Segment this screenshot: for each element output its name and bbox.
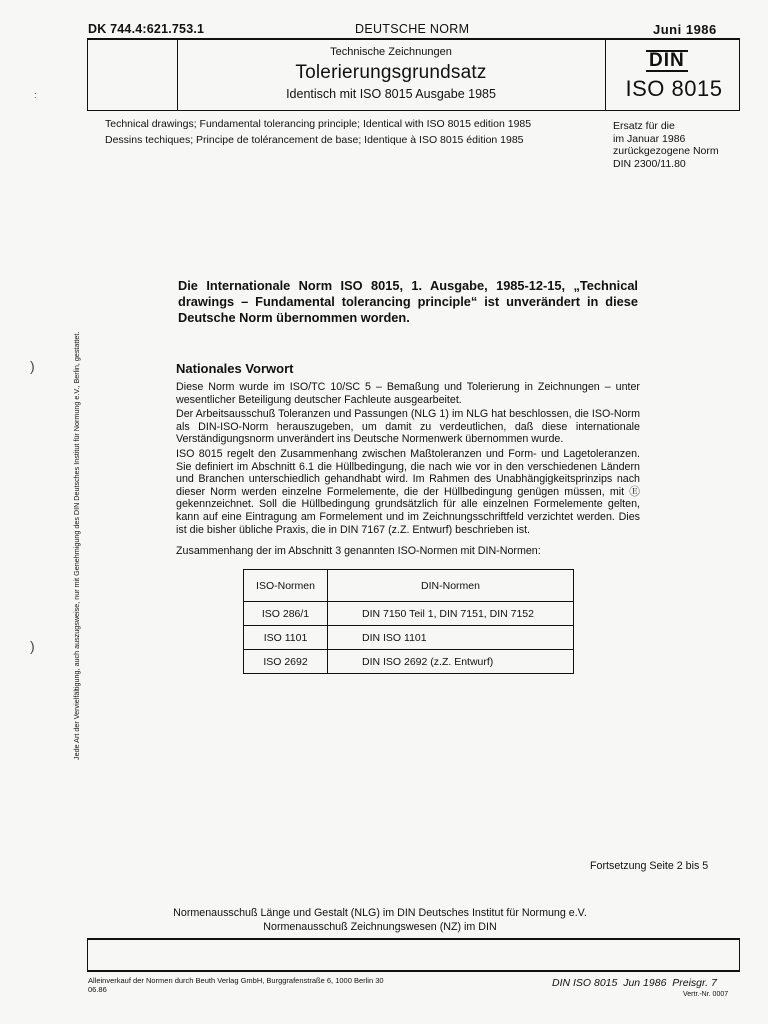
committee-line: Normenausschuß Länge und Gestalt (NLG) im DIN Deutsches Institut für Normung e.V.: [173, 907, 587, 919]
table-cell: DIN 7150 Teil 1, DIN 7151, DIN 7152: [328, 602, 574, 626]
table-cell: ISO 1101: [244, 626, 328, 650]
vorwort-heading: Nationales Vorwort: [176, 361, 294, 376]
din-logo: DIN: [646, 50, 688, 72]
english-title: Technical drawings; Fundamental tolerancing principle; Identical with ISO 8015 edition 1985: [105, 118, 532, 130]
page-title: Tolerierungsgrundsatz: [295, 62, 487, 83]
dk-classification: DK 744.4:621.753.1: [88, 22, 205, 36]
top-rule: [87, 38, 740, 40]
footer-vertr-number: Vertr.-Nr. 0007: [683, 991, 729, 998]
bottom-box-top-rule: [87, 938, 740, 940]
table-row: [244, 650, 574, 674]
right-frame-rule: [739, 38, 740, 111]
deutsche-norm-label: DEUTSCHE NORM: [355, 22, 470, 36]
iso-number: ISO 8015: [625, 76, 723, 101]
bottom-box-left-rule: [87, 938, 88, 971]
ersatz-line: Ersatz für die: [613, 120, 675, 132]
title-box-bottom-rule: [87, 110, 740, 111]
bottom-box-right-rule: [739, 938, 740, 971]
margin-mark: :: [34, 90, 37, 100]
ersatz-line: DIN 2300/11.80: [613, 157, 686, 170]
publication-date: Juni 1986: [653, 22, 717, 37]
ersatz-line: zurückgezogene Norm: [613, 145, 719, 157]
title-subtitle: Technische Zeichnungen: [330, 46, 452, 58]
vorwort-paragraph: ISO 8015 regelt den Zusammenhang zwischen Maßtoleranzen und Form- und Lagetoleranzen. Sie definiert im Abschnitt 6.1 die Hüllbedingung, die nach wie vor in den verschiedenen Ländern und Branchen unterschiedlich gehandhabt wird. Im Rahmen des Unabhängigkeitsprinzips nach dieser Norm werden einzelne Formelemente, die der Hüllbedingung genügen müssen, mit Ⓔ gekennzeichnet. Soll die Hüllbedingung grundsätzlich für alle einzelnen Formelemente gelten, kann auf eine Eintragung am Formelement und im Zeichnungsschriftfeld verzichtet werden. Dies ist die bisher übliche Praxis, die in DIN 7167 (z.Z. Entwurf) beschrieben ist.: [176, 448, 640, 536]
adoption-statement: Die Internationale Norm ISO 8015, 1. Ausgabe, 1985-12-15, „Technical drawings – Fundamental tolerancing principle“ ist unverändert in diese Deutsche Norm übernommen worden.: [178, 278, 638, 325]
iso-din-table: [243, 569, 574, 674]
continuation-note: Fortsetzung Seite 2 bis 5: [590, 860, 709, 872]
french-title: Dessins techiques; Principe de tolérancement de base; Identique à ISO 8015 édition 1985: [105, 134, 524, 146]
vorwort-paragraph: Diese Norm wurde im ISO/TC 10/SC 5 – Bemaßung und Tolerierung in Zeichnungen – unter wesentlicher Beteiligung deutscher Fachleute ausgearbeitet.: [176, 381, 640, 406]
copyright-side-text: Jede Art der Vervielfältigung, auch auszugsweise, nur mit Genehmigung des DIN Deutsches Institut für Normung e.V., Berlin, gestattet.: [72, 331, 81, 760]
bottom-box-bottom-rule: [87, 970, 740, 972]
table-header-row: [244, 570, 574, 602]
title-right-divider: [605, 38, 606, 111]
footer-document-id: DIN ISO 8015 Jun 1986 Preisgr. 7: [552, 977, 717, 989]
table-cell: ISO 2692: [244, 650, 328, 674]
table-header: DIN-Normen: [328, 570, 574, 602]
table-cell: ISO 286/1: [244, 602, 328, 626]
identical-note: Identisch mit ISO 8015 Ausgabe 1985: [286, 87, 496, 101]
table-header: ISO-Normen: [244, 570, 328, 602]
vorwort-paragraph: Zusammenhang der im Abschnitt 3 genannten ISO-Normen mit DIN-Normen:: [176, 545, 541, 557]
footer-publisher-line: Alleinverkauf der Normen durch Beuth Verlag GmbH, Burggrafenstraße 6, 1000 Berlin 30: [88, 976, 384, 985]
margin-mark: ): [30, 358, 35, 374]
left-frame-rule: [87, 38, 88, 111]
footer-publisher-date: 06.86: [88, 985, 107, 994]
margin-mark: ): [30, 638, 35, 654]
table-row: [244, 626, 574, 650]
table-cell: DIN ISO 1101: [328, 626, 574, 650]
table-cell: DIN ISO 2692 (z.Z. Entwurf): [328, 650, 574, 674]
footer-publisher: [88, 976, 384, 994]
table-row: [244, 602, 574, 626]
ersatz-line: im Januar 1986: [613, 132, 686, 145]
committee-line: Normenausschuß Zeichnungswesen (NZ) im DIN: [263, 921, 497, 933]
vorwort-paragraph: Der Arbeitsausschuß Toleranzen und Passungen (NLG 1) im NLG hat beschlossen, die ISO-Norm als DIN-ISO-Norm herauszugeben, um damit zu verdeutlichen, daß diese internationale Verständigungsnorm unverändert ins Deutsche Normenwerk übernommen wurde.: [176, 408, 640, 446]
